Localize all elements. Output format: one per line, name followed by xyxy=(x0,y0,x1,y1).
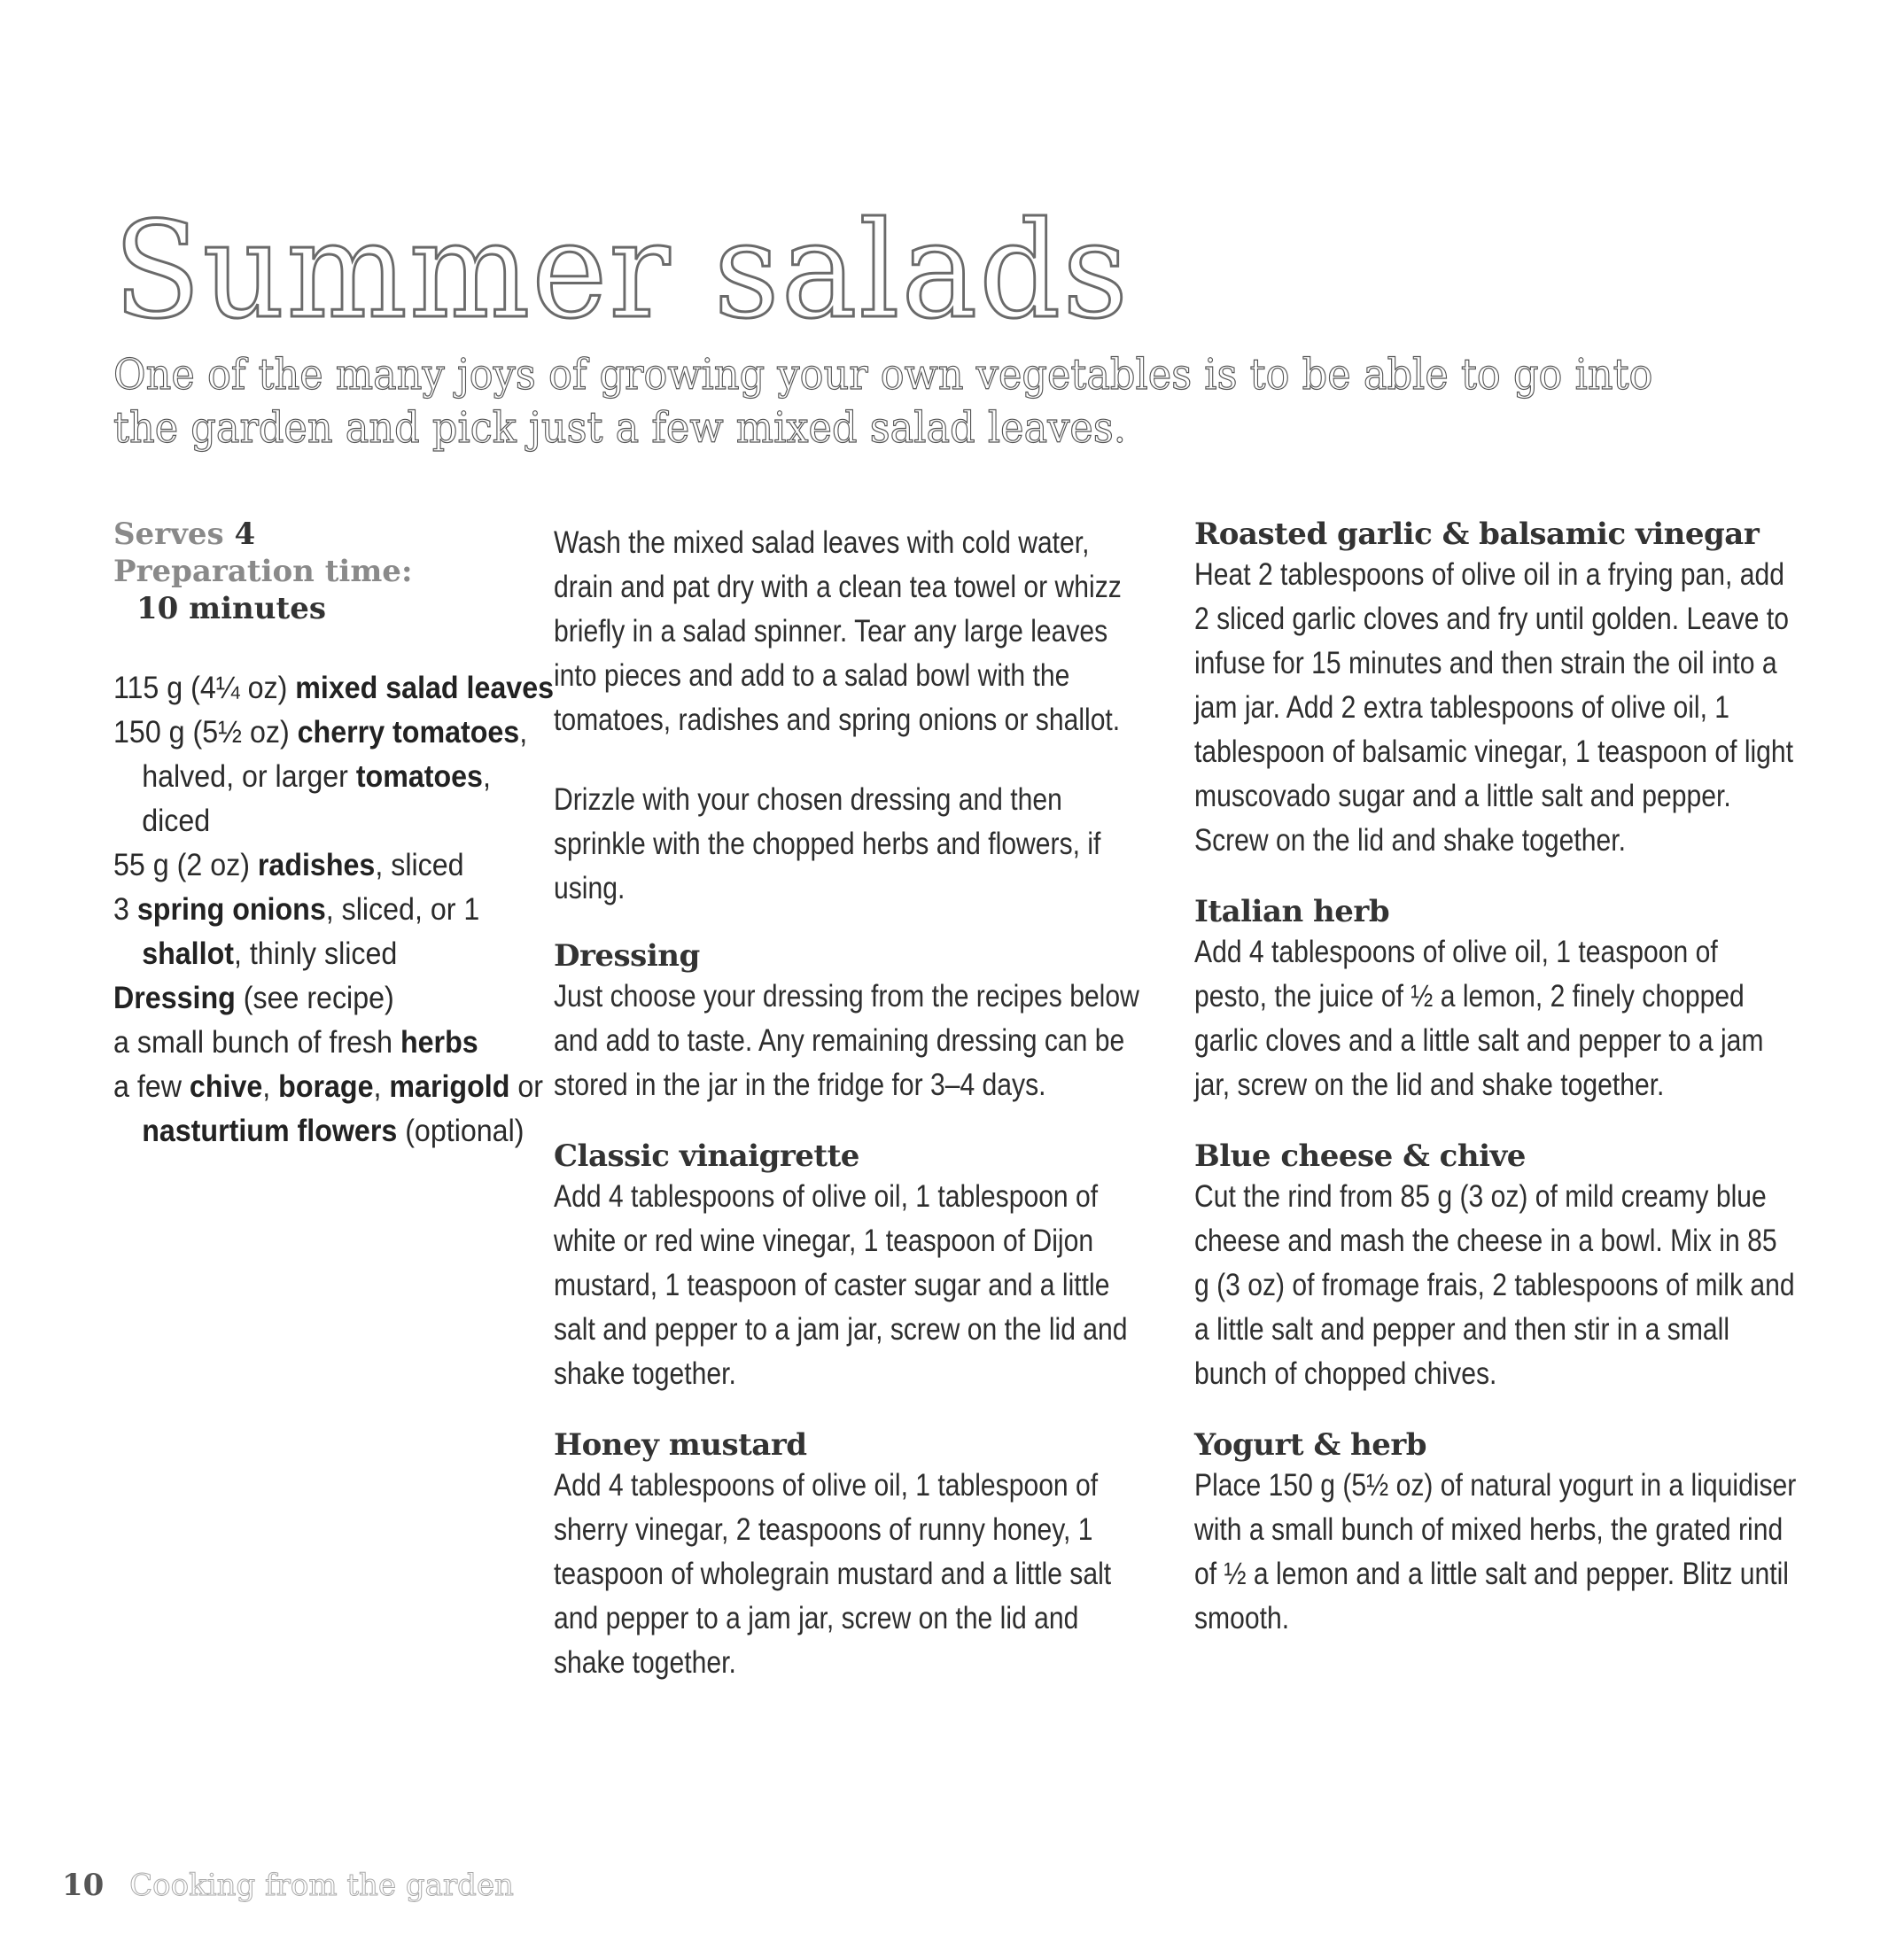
page-footer xyxy=(62,1868,514,1903)
ingredient-item: 150 g (5½ oz) cherry tomatoes, halved, or larger tomatoes, diced xyxy=(113,715,528,838)
dressing-section xyxy=(554,1138,1156,1396)
dressing-heading: Italian herb xyxy=(1194,894,1390,929)
page-number: 10 xyxy=(62,1868,105,1903)
dressing-heading: Honey mustard xyxy=(554,1427,807,1463)
dressing-heading: Roasted garlic & balsamic vinegar xyxy=(1194,517,1760,552)
dressing-text: Just choose your dressing from the recipes below and add to taste. Any remaining dressing can be stored in the jar in the fridge for 3–4 days. xyxy=(554,979,1139,1102)
prep-time-line xyxy=(113,553,530,590)
dressing-section xyxy=(554,937,1156,1107)
prep-time-label: Preparation time: xyxy=(113,554,413,589)
dressing-text: Place 150 g (5½ oz) of natural yogurt in a liquidiser with a small bunch of mixed herbs, the grated rind of ½ a lemon and a little salt and pepper. Blitz until smooth. xyxy=(1194,1468,1797,1635)
method-paragraph: Wash the mixed salad leaves with cold water, drain and pat dry with a clean tea towel or whizz briefly in a salad spinner. Tear any large leaves into pieces and add to a salad bowl with the tomatoes, radishes and spring onions or shallot. xyxy=(554,525,1122,737)
ingredient-item: 55 g (2 oz) radishes, sliced xyxy=(113,848,464,882)
method-paragraph: Drizzle with your chosen dressing and then sprinkle with the chopped herbs and flowers, if using. xyxy=(554,782,1101,905)
dressing-heading: Dressing xyxy=(554,938,700,974)
dressing-section xyxy=(554,1426,1156,1685)
dressing-text: Heat 2 tablespoons of olive oil in a frying pan, add 2 sliced garlic cloves and fry until golden. Leave to infuse for 15 minutes and then strain the oil into a jam jar. Add 2 extra tablespoons of olive oil, 1 tablespoon of balsamic vinegar, 1 teaspoon of light muscovado sugar and a little salt and pepper. Screw on the lid and shake together. xyxy=(1194,557,1794,858)
dressing-text: Add 4 tablespoons of olive oil, 1 tablespoon of white or red wine vinegar, 1 teaspoon of Dijon mustard, 1 teaspoon of caster sugar and a little salt and pepper to a jam jar, screw on the lid and shake together. xyxy=(554,1179,1128,1391)
ingredient-item: 3 spring onions, sliced, or 1 shallot, thinly sliced xyxy=(113,892,480,971)
ingredients-list xyxy=(113,666,555,1154)
dressings-column xyxy=(1194,516,1815,1671)
dressing-heading: Yogurt & herb xyxy=(1194,1427,1427,1463)
prep-time-value: 10 minutes xyxy=(136,591,326,626)
dressing-text: Cut the rind from 85 g (3 oz) of mild creamy blue cheese and mash the cheese in a bowl. Mix in 85 g (3 oz) of fromage frais, 2 tablespoons of milk and a little salt and pepper and then stir in a small bunch of chopped chives. xyxy=(1194,1179,1795,1391)
dressing-text: Add 4 tablespoons of olive oil, 1 tablespoon of sherry vinegar, 2 teaspoons of runny honey, 1 teaspoon of wholegrain mustard and a little salt and pepper to a jam jar, screw on the lid and shake together. xyxy=(554,1468,1112,1680)
running-title: Cooking from the garden xyxy=(129,1868,514,1903)
dressing-section xyxy=(1194,516,1815,863)
serves-value: 4 xyxy=(234,517,256,552)
ingredient-item: a small bunch of fresh herbs xyxy=(113,1025,478,1060)
serves-label: Serves xyxy=(113,517,224,552)
dressing-section xyxy=(1194,1138,1815,1396)
ingredients-column xyxy=(113,516,555,1154)
ingredient-item: a few chive, borage, marigold or nasturtium flowers (optional) xyxy=(113,1069,543,1148)
page-title: Summer salads xyxy=(113,193,1131,348)
ingredient-item: Dressing (see recipe) xyxy=(113,981,394,1015)
dressing-section xyxy=(1194,1426,1815,1641)
dressing-section xyxy=(1194,893,1815,1107)
serves-line xyxy=(113,516,530,553)
dressing-heading: Classic vinaigrette xyxy=(554,1138,859,1174)
dressing-heading: Blue cheese & chive xyxy=(1194,1138,1526,1174)
intro-text: One of the many joys of growing your own vegetables is to be able to go into the garden and pick just a few mixed salad leaves. xyxy=(113,350,1653,453)
ingredient-item: 115 g (4¼ oz) mixed salad leaves xyxy=(113,671,555,705)
dressing-text: Add 4 tablespoons of olive oil, 1 teaspoon of pesto, the juice of ½ a lemon, 2 finely chopped garlic cloves and a little salt and pepper to a jam jar, screw on the lid and shake together. xyxy=(1194,935,1764,1102)
method-column xyxy=(554,521,1156,1715)
